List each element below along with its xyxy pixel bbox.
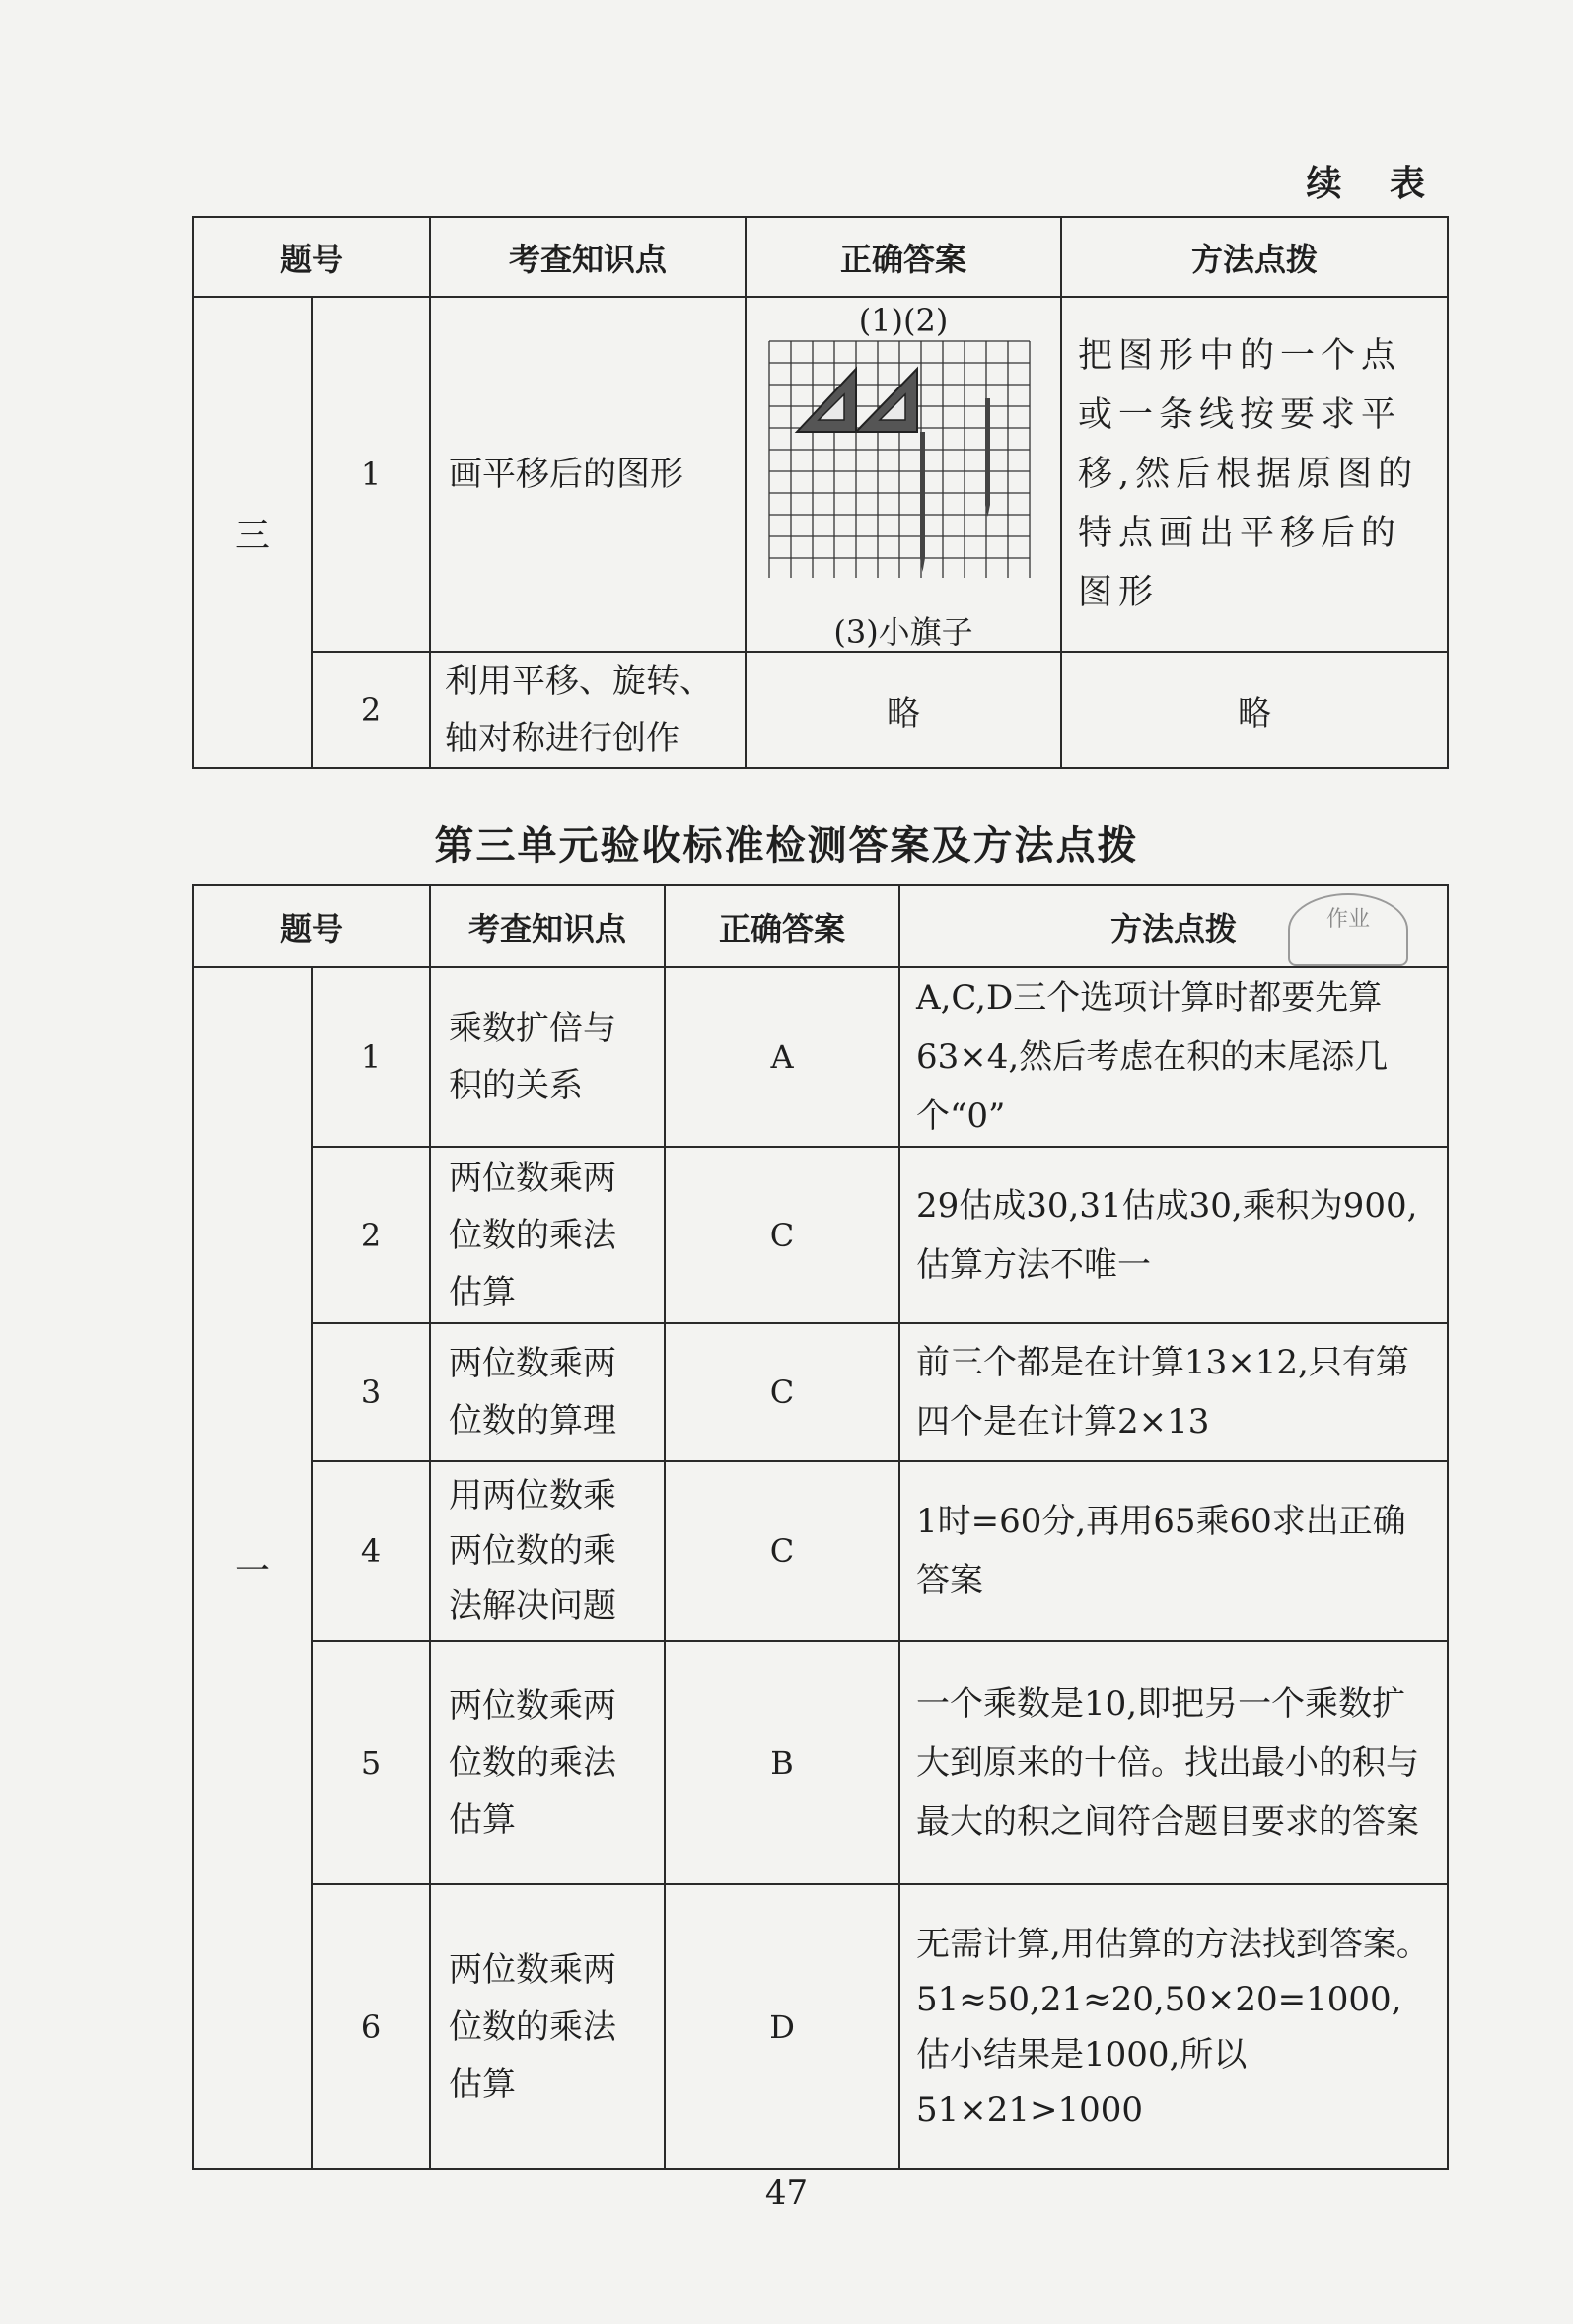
header-knowledge-point: 考查知识点 — [430, 217, 746, 297]
row-number: 5 — [312, 1641, 430, 1884]
table-row — [193, 967, 1448, 1147]
header-correct-answer: 正确答案 — [746, 217, 1061, 297]
stamp-logo: 作业 — [1288, 893, 1408, 966]
method-note: 略 — [1061, 652, 1448, 768]
row-number: 1 — [312, 967, 430, 1147]
row-number: 3 — [312, 1323, 430, 1461]
row-number: 2 — [312, 652, 430, 768]
section-label: 一 — [193, 967, 312, 2169]
method-note: 一个乘数是10,即把另一个乘数扩大到原来的十倍。找出最小的积与最大的积之间符合题目要求的答案 — [899, 1641, 1448, 1884]
answer-caption-bottom: (3)小旗子 — [833, 613, 973, 651]
answer: C — [665, 1461, 899, 1641]
flag-pole-2 — [985, 398, 990, 505]
continuation-label: 续 表 — [1306, 164, 1443, 204]
method-note: 前三个都是在计算13×12,只有第四个是在计算2×13 — [899, 1323, 1448, 1461]
table-row — [193, 1641, 1448, 1884]
header-method: 方法点拨 — [1061, 217, 1448, 297]
method-note: 29估成30,31估成30,乘积为900,估算方法不唯一 — [899, 1147, 1448, 1323]
knowledge-point: 两位数乘两位数的算理 — [430, 1323, 665, 1461]
answer: A — [665, 967, 899, 1147]
knowledge-point: 两位数乘两位数的乘法估算 — [430, 1147, 665, 1323]
knowledge-point: 两位数乘两位数的乘法估算 — [430, 1884, 665, 2169]
page-number: 47 — [764, 2173, 809, 2213]
answer-figure-cell — [746, 297, 1061, 652]
row-number: 2 — [312, 1147, 430, 1323]
table-row — [193, 1461, 1448, 1641]
header-question-number: 题号 — [193, 217, 430, 297]
flag-pole-1 — [920, 432, 925, 558]
row-number: 1 — [312, 297, 430, 652]
knowledge-point: 两位数乘两位数的乘法估算 — [430, 1641, 665, 1884]
answer: B — [665, 1641, 899, 1884]
translation-grid-figure — [767, 339, 1039, 578]
knowledge-point: 乘数扩倍与积的关系 — [430, 967, 665, 1147]
header-method: 方法点拨 — [899, 885, 1448, 967]
knowledge-point: 画平移后的图形 — [430, 297, 746, 652]
answer: C — [665, 1147, 899, 1323]
table-row — [193, 1147, 1448, 1323]
header-question-number: 题号 — [193, 885, 430, 967]
answer: 略 — [746, 652, 1061, 768]
triangle-shape-2 — [856, 369, 917, 432]
row-number: 4 — [312, 1461, 430, 1641]
table-row — [193, 1884, 1448, 2169]
triangle-shape-1 — [797, 369, 856, 432]
header-knowledge-point: 考查知识点 — [430, 885, 665, 967]
row-number: 6 — [312, 1884, 430, 2169]
table-unit3-answers — [192, 884, 1449, 2170]
knowledge-point: 用两位数乘两位数的乘法解决问题 — [430, 1461, 665, 1641]
section-label: 三 — [193, 297, 312, 768]
table-row — [193, 652, 1448, 768]
answer: C — [665, 1323, 899, 1461]
header-correct-answer: 正确答案 — [665, 885, 899, 967]
section-title: 第三单元验收标准检测答案及方法点拨 — [434, 823, 1139, 869]
knowledge-point: 利用平移、旋转、轴对称进行创作 — [430, 652, 746, 768]
answer: D — [665, 1884, 899, 2169]
method-note: A,C,D三个选项计算时都要先算63×4,然后考虑在积的末尾添几个“0” — [899, 967, 1448, 1147]
method-note: 1时=60分,再用65乘60求出正确答案 — [899, 1461, 1448, 1641]
answer-caption-top: (1)(2) — [858, 302, 949, 339]
table-row — [193, 1323, 1448, 1461]
table-unit2-continued — [192, 216, 1449, 769]
method-note: 把图形中的一个点或一条线按要求平移,然后根据原图的特点画出平移后的图形 — [1061, 297, 1448, 652]
table-row — [193, 297, 1448, 652]
method-note: 无需计算,用估算的方法找到答案。51≈50,21≈20,50×20=1000,估小结果是1000,所以51×21>1000 — [899, 1884, 1448, 2169]
